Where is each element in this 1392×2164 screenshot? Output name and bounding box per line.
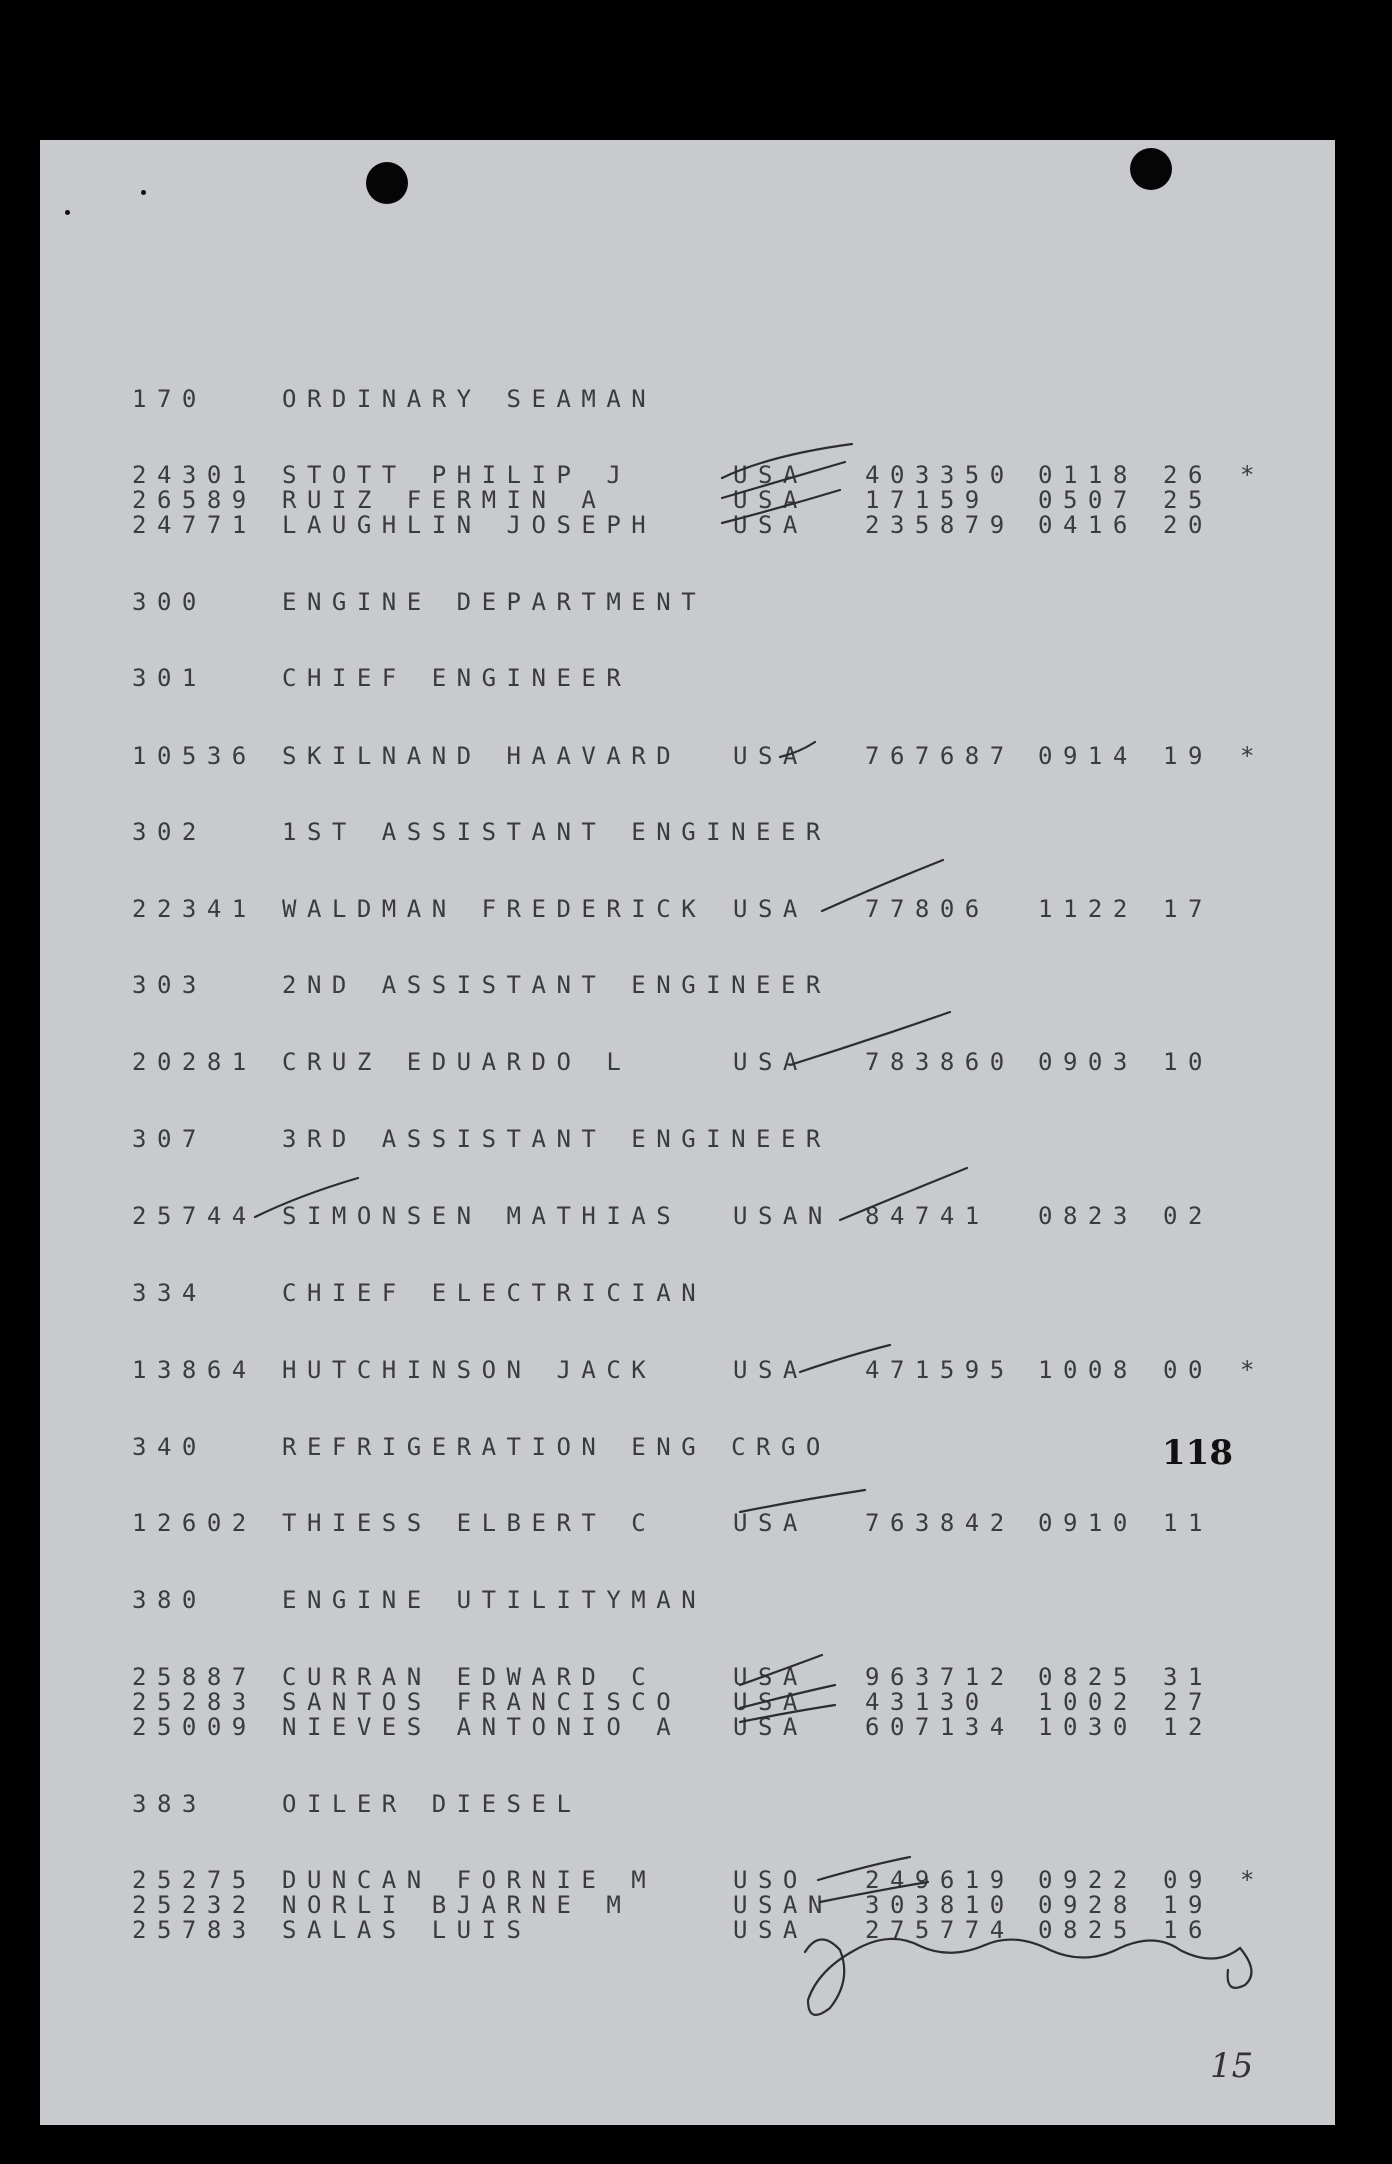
section-code: 170 <box>132 385 207 413</box>
date-code: 0910 <box>1038 1509 1138 1537</box>
date-code: 0928 <box>1038 1891 1138 1919</box>
section-title: CHIEF ELECTRICIAN <box>282 1279 707 1307</box>
age-code: 19 <box>1163 1891 1213 1919</box>
crew-name: DUNCAN FORNIE M <box>282 1866 657 1894</box>
speck <box>65 210 70 215</box>
citizenship: USA <box>733 895 808 923</box>
punch-hole-right <box>1130 148 1172 190</box>
date-code: 0903 <box>1038 1048 1138 1076</box>
speck <box>141 190 146 195</box>
age-code: 26 <box>1163 461 1213 489</box>
citizenship: USA <box>733 1916 808 1944</box>
citizenship: USA <box>733 742 808 770</box>
crew-name: STOTT PHILIP J <box>282 461 632 489</box>
age-code: 17 <box>1163 895 1213 923</box>
date-code: 0922 <box>1038 1866 1138 1894</box>
section-code: 340 <box>132 1433 207 1461</box>
crew-name: SALAS LUIS <box>282 1916 532 1944</box>
section-title: 1ST ASSISTANT ENGINEER <box>282 818 831 846</box>
crew-number: 24301 <box>132 461 257 489</box>
age-code: 19 <box>1163 742 1213 770</box>
citizenship: USA <box>733 1663 808 1691</box>
section-title: REFRIGERATION ENG CRGO <box>282 1433 831 1461</box>
asterisk-flag: * <box>1240 742 1255 770</box>
date-code: 1030 <box>1038 1713 1138 1741</box>
citizenship: USA <box>733 1509 808 1537</box>
crew-number: 25275 <box>132 1866 257 1894</box>
date-code: 1008 <box>1038 1356 1138 1384</box>
crew-number: 25232 <box>132 1891 257 1919</box>
crew-name: CURRAN EDWARD C <box>282 1663 657 1691</box>
citizenship: USO <box>733 1866 808 1894</box>
section-title: ENGINE DEPARTMENT <box>282 588 707 616</box>
crew-number: 12602 <box>132 1509 257 1537</box>
crew-name: SIMONSEN MATHIAS <box>282 1202 682 1230</box>
crew-number: 13864 <box>132 1356 257 1384</box>
citizenship: USA <box>733 1356 808 1384</box>
age-code: 16 <box>1163 1916 1213 1944</box>
crew-name: NORLI BJARNE M <box>282 1891 632 1919</box>
crew-number: 25783 <box>132 1916 257 1944</box>
citizenship: USA <box>733 486 808 514</box>
section-title: CHIEF ENGINEER <box>282 664 632 692</box>
crew-number: 20281 <box>132 1048 257 1076</box>
citizenship: USA <box>733 461 808 489</box>
section-code: 300 <box>132 588 207 616</box>
crew-number: 25009 <box>132 1713 257 1741</box>
date-code: 0914 <box>1038 742 1138 770</box>
age-code: 27 <box>1163 1688 1213 1716</box>
date-code: 0825 <box>1038 1916 1138 1944</box>
section-title: 2ND ASSISTANT ENGINEER <box>282 971 831 999</box>
age-code: 31 <box>1163 1663 1213 1691</box>
crew-name: THIESS ELBERT C <box>282 1509 657 1537</box>
asterisk-flag: * <box>1240 1866 1255 1894</box>
section-title: ENGINE UTILITYMAN <box>282 1586 707 1614</box>
citizenship: USA <box>733 1048 808 1076</box>
id-number: 43130 <box>865 1688 990 1716</box>
section-title: OILER DIESEL <box>282 1790 582 1818</box>
date-code: 0825 <box>1038 1663 1138 1691</box>
id-number: 963712 <box>865 1663 1015 1691</box>
section-title: 3RD ASSISTANT ENGINEER <box>282 1125 831 1153</box>
crew-number: 26589 <box>132 486 257 514</box>
document-sheet <box>40 140 1335 2125</box>
age-code: 20 <box>1163 511 1213 539</box>
id-number: 275774 <box>865 1916 1015 1944</box>
id-number: 783860 <box>865 1048 1015 1076</box>
crew-name: CRUZ EDUARDO L <box>282 1048 632 1076</box>
asterisk-flag: * <box>1240 1356 1255 1384</box>
citizenship: USAN <box>733 1202 833 1230</box>
age-code: 00 <box>1163 1356 1213 1384</box>
citizenship: USA <box>733 1713 808 1741</box>
crew-name: RUIZ FERMIN A <box>282 486 607 514</box>
crew-name: NIEVES ANTONIO A <box>282 1713 682 1741</box>
id-number: 607134 <box>865 1713 1015 1741</box>
id-number: 763842 <box>865 1509 1015 1537</box>
age-code: 02 <box>1163 1202 1213 1230</box>
handwritten-page-number: 15 <box>1210 2046 1254 2086</box>
crew-name: SANTOS FRANCISCO <box>282 1688 682 1716</box>
id-number: 77806 <box>865 895 990 923</box>
date-code: 1122 <box>1038 895 1138 923</box>
section-code: 303 <box>132 971 207 999</box>
crew-name: WALDMAN FREDERICK <box>282 895 707 923</box>
id-number: 767687 <box>865 742 1015 770</box>
id-number: 84741 <box>865 1202 990 1230</box>
id-number: 403350 <box>865 461 1015 489</box>
date-code: 0416 <box>1038 511 1138 539</box>
section-code: 307 <box>132 1125 207 1153</box>
age-code: 25 <box>1163 486 1213 514</box>
id-number: 471595 <box>865 1356 1015 1384</box>
crew-name: LAUGHLIN JOSEPH <box>282 511 657 539</box>
crew-number: 25283 <box>132 1688 257 1716</box>
citizenship: USA <box>733 511 808 539</box>
age-code: 09 <box>1163 1866 1213 1894</box>
date-code: 0507 <box>1038 486 1138 514</box>
citizenship: USA <box>733 1688 808 1716</box>
crew-name: SKILNAND HAAVARD <box>282 742 682 770</box>
section-code: 380 <box>132 1586 207 1614</box>
crew-number: 25744 <box>132 1202 257 1230</box>
date-code: 0118 <box>1038 461 1138 489</box>
section-code: 301 <box>132 664 207 692</box>
id-number: 17159 <box>865 486 990 514</box>
age-code: 12 <box>1163 1713 1213 1741</box>
section-code: 383 <box>132 1790 207 1818</box>
id-number: 249619 <box>865 1866 1015 1894</box>
crew-name: HUTCHINSON JACK <box>282 1356 657 1384</box>
id-number: 235879 <box>865 511 1015 539</box>
crew-number: 25887 <box>132 1663 257 1691</box>
citizenship: USAN <box>733 1891 833 1919</box>
asterisk-flag: * <box>1240 461 1255 489</box>
id-number: 303810 <box>865 1891 1015 1919</box>
printed-page-number: 118 <box>1162 1433 1233 1473</box>
crew-number: 24771 <box>132 511 257 539</box>
section-title: ORDINARY SEAMAN <box>282 385 657 413</box>
date-code: 1002 <box>1038 1688 1138 1716</box>
section-code: 334 <box>132 1279 207 1307</box>
crew-number: 22341 <box>132 895 257 923</box>
section-code: 302 <box>132 818 207 846</box>
age-code: 11 <box>1163 1509 1213 1537</box>
crew-number: 10536 <box>132 742 257 770</box>
age-code: 10 <box>1163 1048 1213 1076</box>
punch-hole-left <box>366 162 408 204</box>
date-code: 0823 <box>1038 1202 1138 1230</box>
